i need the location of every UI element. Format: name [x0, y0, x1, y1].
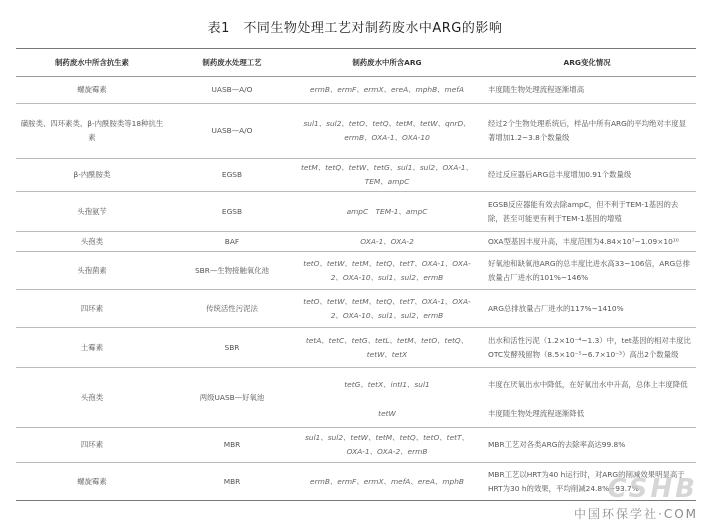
antibiotic-cell: 四环素 [16, 290, 168, 328]
header-change: ARG变化情况 [478, 49, 696, 77]
change-cell: 丰度随生物处理流程逐渐增高 [478, 77, 696, 104]
antibiotic-cell: 磺胺类、四环素类、β-内酰胺类等18种抗生素 [16, 104, 168, 159]
change-cell: 好氧池和缺氧池ARG的总丰度比进水高33~106倍，ARG总排放量占厂进水的101%~146% [478, 252, 696, 290]
arg-cell: ermB、ermF、ermX、mefA、ereA、mphB [296, 463, 478, 501]
antibiotic-cell: 土霉素 [16, 328, 168, 368]
arg-cell: ermB、ermF、ermX、ereA、mphB、mefA [296, 77, 478, 104]
table-row [16, 104, 696, 159]
antibiotic-cell: 头孢类 [16, 232, 168, 252]
arg-cell: tetG、tetX、intI1、sul1 [344, 379, 430, 389]
watermark-main: CSHB [607, 474, 698, 504]
arg-cell: sul1、sul2、tetO、tetQ、tetM、tetW、qnrD、ermB、OXA-1、OXA-10 [296, 104, 478, 159]
arg-cell: tetO、tetW、tetM、tetQ、tetT、OXA-1、OXA-2、OXA-10、sul1、sul2、ermB [296, 290, 478, 328]
header-process: 制药废水处理工艺 [168, 49, 296, 77]
process-cell: SBR—生物接触氧化池 [168, 252, 296, 290]
table-header-row [16, 49, 696, 77]
table-row [16, 232, 696, 252]
header-antibiotic: 制药废水中所含抗生素 [16, 49, 168, 77]
table-row [16, 368, 696, 402]
antibiotic-cell: 头孢菌素 [16, 252, 168, 290]
table-row [16, 252, 696, 290]
process-cell: SBR [168, 328, 296, 368]
arg-cell: tetO、tetW、tetM、tetQ、tetT、OXA-1、OXA-2、OXA-10、sul1、sul2、ermB [296, 252, 478, 290]
table-title: 表1 不同生物处理工艺对制药废水中ARG的影响 [207, 21, 503, 36]
process-cell: BAF [168, 232, 296, 252]
antibiotic-cell: 螺旋霉素 [16, 77, 168, 104]
change-cell: MBR工艺以HRT为40 h运行时，对ARG的削减效果明显高于HRT为30 h的效果，平均削减24.8%~93.7% [478, 463, 696, 501]
antibiotic-cell: 头孢氨苄 [16, 192, 168, 232]
watermark-sub: 中国环保学社·COM [574, 507, 698, 521]
change-cell: 经过反应器后ARG总丰度增加0.91个数量级 [478, 159, 696, 192]
arg-cell: tetA、tetC、tetG、tetL、tetM、tetO、tetQ、tetW、tetX [296, 328, 478, 368]
arg-cell: tetW [296, 402, 478, 428]
change-cell: 出水和活性污泥（1.2×10⁻⁴~1.3）中，tet基因的相对丰度比OTC发酵残留物（8.5×10⁻⁵~6.7×10⁻³）高出2个数量级 [478, 328, 696, 368]
change-cell: MBR工艺对各类ARG的去除率高达99.8% [478, 428, 696, 463]
table-row [16, 328, 696, 368]
antibiotic-cell: 头孢类 [16, 368, 168, 428]
process-cell: MBR [168, 463, 296, 501]
process-cell: 传统活性污泥法 [168, 290, 296, 328]
antibiotic-cell: 四环素 [16, 428, 168, 463]
table-row [16, 290, 696, 328]
process-cell: EGSB [168, 159, 296, 192]
arg-cell: sul1、sul2、tetW、tetM、tetQ、tetO、tetT、OXA-1、OXA-2、ermB [296, 428, 478, 463]
table-row [16, 428, 696, 463]
arg-table-container [16, 48, 696, 501]
process-cell: EGSB [168, 192, 296, 232]
change-cell: 丰度随生物处理流程逐渐降低 [478, 402, 696, 428]
table-row [16, 77, 696, 104]
table-row [16, 159, 696, 192]
antibiotic-cell: 螺旋霉素 [16, 463, 168, 501]
arg-cell: ampC TEM-1、ampC [296, 192, 478, 232]
change-cell: EGSB反应器能有效去除ampC，但不利于TEM-1基因的去除，甚至可能更有利于TEM-1基因的增殖 [478, 192, 696, 232]
change-cell: 丰度在厌氧出水中降低，在好氧出水中升高，总体上丰度降低 [488, 379, 688, 389]
change-cell: ARG总排放量占厂进水的117%~1410% [478, 290, 696, 328]
antibiotic-cell: β-内酰胺类 [16, 159, 168, 192]
process-cell: UASB—A/O [168, 77, 296, 104]
process-cell: UASB—A/O [168, 104, 296, 159]
arg-cell: OXA-1、OXA-2 [296, 232, 478, 252]
change-cell: 经过2个生物处理系统后，样品中所有ARG的平均绝对丰度显著增加1.2~3.8个数量级 [478, 104, 696, 159]
arg-table [16, 48, 696, 501]
header-arg: 制药废水中所含ARG [296, 49, 478, 77]
arg-cell: tetM、tetQ、tetW、tetG、sul1、sul2、OXA-1、TEM、ampC [296, 159, 478, 192]
process-cell: MBR [168, 428, 296, 463]
change-cell: OXA型基因丰度升高，丰度范围为4.84×10⁷~1.09×10¹⁰ [478, 232, 696, 252]
process-cell: 两级UASB—好氧池 [168, 368, 296, 428]
table-row [16, 192, 696, 232]
watermark-logo [497, 474, 702, 522]
